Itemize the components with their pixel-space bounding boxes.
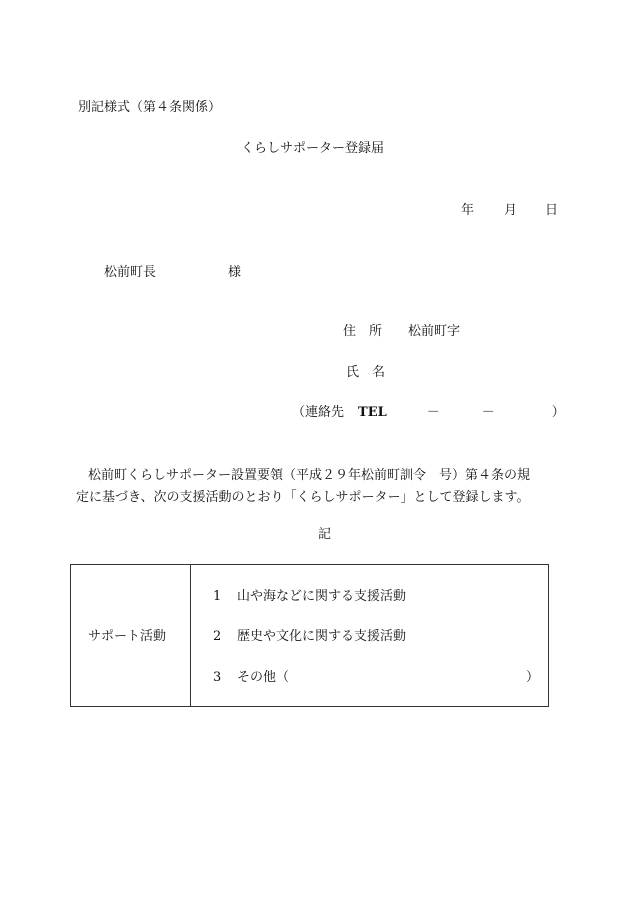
body-line-2: 定に基づき、次の支援活動のとおり「くらしサポーター」として登録します。 bbox=[76, 490, 530, 505]
date-day: 日 bbox=[545, 203, 559, 218]
form-label: 別記様式（第４条関係） bbox=[78, 100, 222, 115]
name-label: 氏 名 bbox=[346, 365, 386, 380]
table-row-label: サポート活動 bbox=[88, 629, 167, 644]
address-value: 松前町字 bbox=[408, 324, 461, 339]
option-text: その他（ bbox=[237, 670, 290, 685]
activity-option-2 bbox=[213, 630, 406, 643]
name-line bbox=[346, 366, 385, 379]
date-year: 年 bbox=[461, 203, 475, 218]
date-month: 月 bbox=[504, 203, 518, 218]
table-divider bbox=[190, 565, 191, 706]
option-text: 歴史や文化に関する支援活動 bbox=[237, 629, 407, 644]
address-label: 住 所 bbox=[343, 324, 383, 339]
contact-close: ） bbox=[551, 405, 565, 420]
addressee-line bbox=[104, 266, 241, 279]
activity-option-1 bbox=[213, 590, 406, 603]
contact-line bbox=[292, 406, 565, 419]
contact-open: （連絡先 bbox=[292, 405, 345, 420]
addressee-honorific: 様 bbox=[228, 265, 242, 280]
contact-tel: TEL bbox=[358, 405, 387, 420]
contact-dash-1: － bbox=[426, 405, 440, 420]
document-title: くらしサポーター登録届 bbox=[241, 141, 385, 156]
activity-option-3 bbox=[213, 671, 289, 684]
body-text bbox=[76, 465, 556, 509]
option-3-close-paren: ） bbox=[525, 670, 539, 685]
address-line bbox=[343, 325, 460, 338]
support-activity-table bbox=[70, 564, 549, 707]
body-line-1: 松前町くらしサポーター設置要領（平成２９年松前町訓令 号）第４条の規 bbox=[88, 468, 531, 483]
contact-dash-2: － bbox=[481, 405, 495, 420]
ki-label: 記 bbox=[318, 527, 332, 542]
option-number: 2 bbox=[213, 629, 222, 644]
date-line bbox=[461, 204, 558, 217]
option-number: 1 bbox=[213, 589, 222, 604]
option-number: 3 bbox=[213, 670, 222, 685]
option-text: 山や海などに関する支援活動 bbox=[237, 589, 407, 604]
addressee-name: 松前町長 bbox=[104, 265, 157, 280]
